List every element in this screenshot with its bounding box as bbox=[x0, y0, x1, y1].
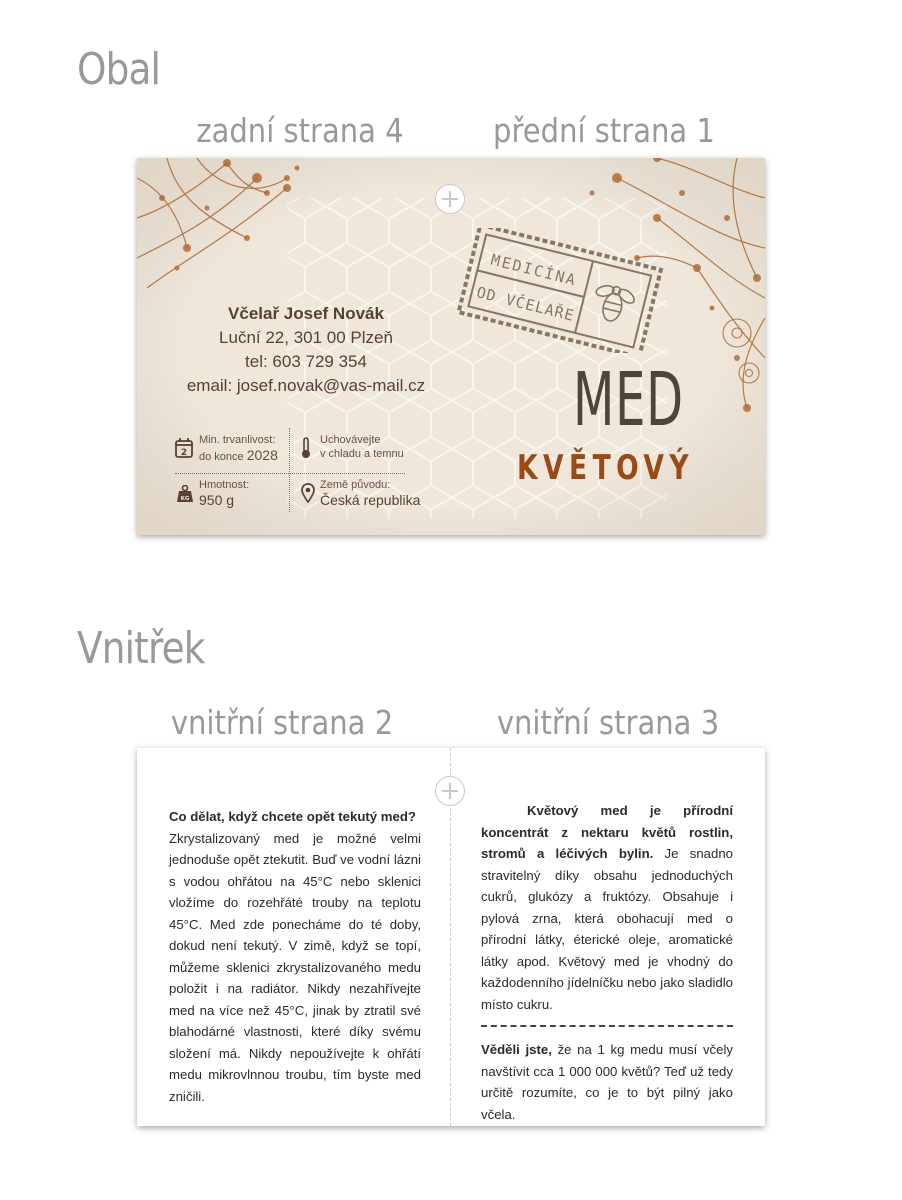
beekeeper-email: email: josef.novak@vas-mail.cz bbox=[186, 376, 426, 395]
beekeeper-address: Luční 22, 301 00 Plzeň bbox=[219, 328, 393, 347]
storage-line2: v chladu a temnu bbox=[320, 448, 404, 460]
liquefy-heading: Co dělat, když chcete opět tekutý med? bbox=[169, 809, 416, 824]
stamp-badge bbox=[455, 228, 665, 353]
inner-left-text bbox=[169, 806, 421, 1107]
product-name: MED bbox=[573, 357, 684, 443]
svg-text:OD VČELAŘE: OD VČELAŘE bbox=[474, 283, 577, 325]
thermometer-icon bbox=[300, 437, 312, 459]
location-pin-icon bbox=[301, 483, 315, 503]
product-variant: KVĚTOVÝ bbox=[517, 448, 695, 488]
shelf-life-label: Min. trvanlivost: bbox=[199, 434, 276, 446]
svg-text:MEDICÍNA: MEDICÍNA bbox=[489, 250, 580, 290]
storage-line1: Uchovávejte bbox=[320, 434, 381, 446]
fact-bold: Věděli jste, bbox=[481, 1042, 552, 1057]
beekeeper-contact bbox=[167, 302, 445, 398]
svg-text:2: 2 bbox=[180, 448, 188, 458]
fact-body: že na 1 kg medu musí včely navštívit cca 1 000 000 květů? Teď už tedy určitě rozumíte, co je to být pilný jako včela. bbox=[481, 1042, 733, 1122]
origin-value: Česká republika bbox=[320, 492, 421, 508]
beekeeper-phone: tel: 603 729 354 bbox=[245, 352, 367, 371]
beekeeper-name: Včelař Josef Novák bbox=[228, 304, 384, 323]
honey-intro-bold: Květový med je přírodní koncentrát z nektaru květů rostlin, stromů a léčivých bylin. bbox=[481, 803, 733, 861]
shelf-life-until: do konce 2028 bbox=[199, 447, 278, 463]
origin-label: Země původu: bbox=[320, 479, 391, 491]
inside-panel bbox=[137, 748, 765, 1126]
weight-value: 950 g bbox=[199, 492, 235, 508]
label-inner-left: vnitřní strana 2 bbox=[170, 703, 394, 742]
label-front-side: přední strana 1 bbox=[493, 111, 715, 150]
honey-intro-body: Je snadno stravitelný díky obsahu jednoduchých cukrů, glukózy a fruktózy. Obsahuje i pylová zrna, která obohacují med o přírodní látky, éterické oleje, aromatické látky apod. Květový med je vhodný do každodenního jídelníčku nebo jako sladidlo místo cukru. bbox=[481, 846, 733, 1012]
hang-hole-inside-icon bbox=[435, 776, 465, 806]
weight-icon bbox=[176, 485, 194, 503]
calendar-icon bbox=[175, 438, 193, 458]
hang-hole-icon bbox=[435, 184, 465, 214]
info-divider-horizontal bbox=[175, 473, 405, 474]
fact-divider bbox=[481, 1025, 733, 1027]
svg-text:KG: KG bbox=[180, 496, 190, 502]
label-back-side: zadní strana 4 bbox=[196, 111, 404, 150]
weight-label: Hmotnost: bbox=[199, 479, 250, 491]
cover-panel bbox=[137, 158, 765, 535]
shelf-life-year: 2028 bbox=[246, 447, 278, 463]
info-divider-vertical bbox=[289, 428, 290, 512]
bee-icon bbox=[588, 280, 638, 326]
section-title-cover: Obal bbox=[77, 44, 161, 95]
section-title-inside: Vnitřek bbox=[77, 623, 205, 674]
liquefy-body: Zkrystalizovaný med je možné velmi jednoduše opět ztekutit. Buď ve vodní lázni s vodou ohřátou na 45°C nebo sklenici vložíme do rozehřáté trouby na teplotu 45°C. Med zde ponecháme do té doby, dokud není tekutý. V zimě, když se topí, můžeme sklenici zkrystalizovaného medu položit i na radiátor. Nikdy nezahřívejte med na více než 45°C, jinak by ztratil své blahodárné vlastnosti, které díky svému složení má. Nikdy nepoužívejte k ohřátí medu mikrovlnnou troubu, tím byste med zničili. bbox=[169, 830, 421, 1104]
inner-right-text bbox=[481, 800, 733, 1125]
label-inner-right: vnitřní strana 3 bbox=[496, 703, 720, 742]
